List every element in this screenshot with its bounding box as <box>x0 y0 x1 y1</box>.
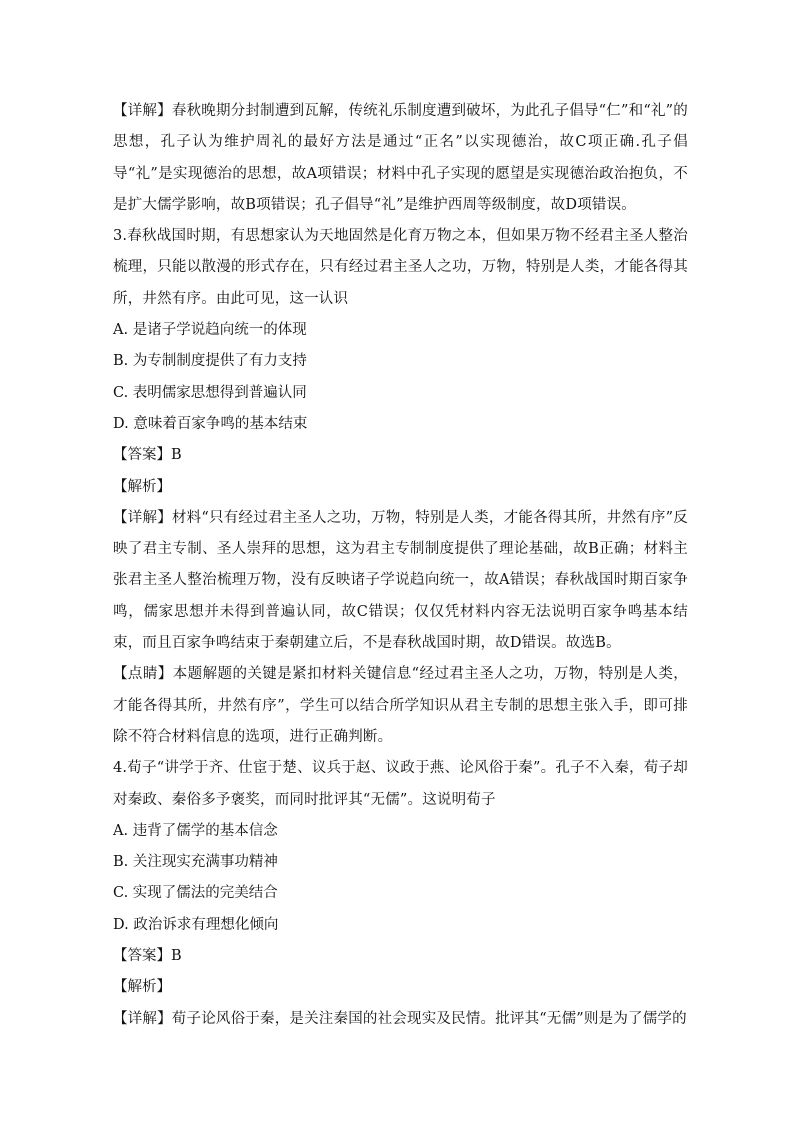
q4-analysis-label: 【解析】 <box>113 979 171 996</box>
q4-option-a: A. 违背了儒学的基本信念 <box>113 822 278 839</box>
q3-option-a: A. 是诸子学说趋向统一的体现 <box>113 322 307 339</box>
q3-option-b: B. 为专制制度提供了有力支持 <box>113 353 307 370</box>
q3-answer: 【答案】B <box>113 447 182 464</box>
q3-stem: 3.春秋战国时期，有思想家认为天地固然是化育万物之本，但如果万物不经君主圣人整治梳理，只能以散漫的形式存在，只有经过君主圣人之功，万物，特别是人类，才能各得其所，井然有序。由此可见，这一认识 <box>113 228 688 307</box>
q2-detail: 【详解】春秋晚期分封制遭到瓦解，传统礼乐制度遭到破坏，为此孔子倡导“仁”和“礼”的思想，孔子认为维护周礼的最好方法是通过“正名”以实现德治，故C项正确.孔子倡导“礼”是实现德治的思想，故A项错误；材料中孔子实现的愿望是实现德治政治抱负，不是扩大儒学影响，故B项错误；孔子倡导“礼”是维护西周等级制度，故D项错误。 <box>113 103 688 213</box>
q3-analysis-label: 【解析】 <box>113 478 171 495</box>
q4-option-d: D. 政治诉求有理想化倾向 <box>113 916 279 933</box>
q3-option-d: D. 意味着百家争鸣的基本结束 <box>113 415 308 432</box>
q4-option-b: B. 关注现实充满事功精神 <box>113 854 278 871</box>
q3-option-c: C. 表明儒家思想得到普遍认同 <box>113 384 307 401</box>
q4-stem: 4.荀子“讲学于齐、仕宦于楚、议兵于赵、议政于燕、论风俗于秦”。孔子不入秦，荀子却对秦政、秦俗多予褒奖，而同时批评其“无儒”。这说明荀子 <box>113 760 688 808</box>
q4-option-c: C. 实现了儒法的完美结合 <box>113 885 278 902</box>
q4-answer: 【答案】B <box>113 948 182 965</box>
q4-detail: 【详解】荀子论风俗于秦，是关注秦国的社会现实及民情。批评其“无儒”则是为了儒学的 <box>113 1010 687 1027</box>
q3-detail: 【详解】材料“只有经过君主圣人之功，万物，特别是人类，才能各得其所，井然有序”反映了君主专制、圣人崇拜的思想，这为君主专制制度提供了理论基础，故B正确；材料主张君主圣人整治梳理万物，没有反映诸子学说趋向统一，故A错误；春秋战国时期百家争鸣，儒家思想并未得到普遍认同，故C错误；仅仅凭材料内容无法说明百家争鸣基本结束，而且百家争鸣结束于秦朝建立后，不是春秋战国时期，故D错误。故选B。 <box>113 509 688 652</box>
document-body <box>113 96 688 1035</box>
q3-remark: 【点睛】本题解题的关键是紧扣材料关键信息“经过君主圣人之功，万物，特别是人类，才能各得其所，井然有序”，学生可以结合所学知识从君主专制的思想主张入手，即可排除不符合材料信息的选项，进行正确判断。 <box>113 666 688 745</box>
